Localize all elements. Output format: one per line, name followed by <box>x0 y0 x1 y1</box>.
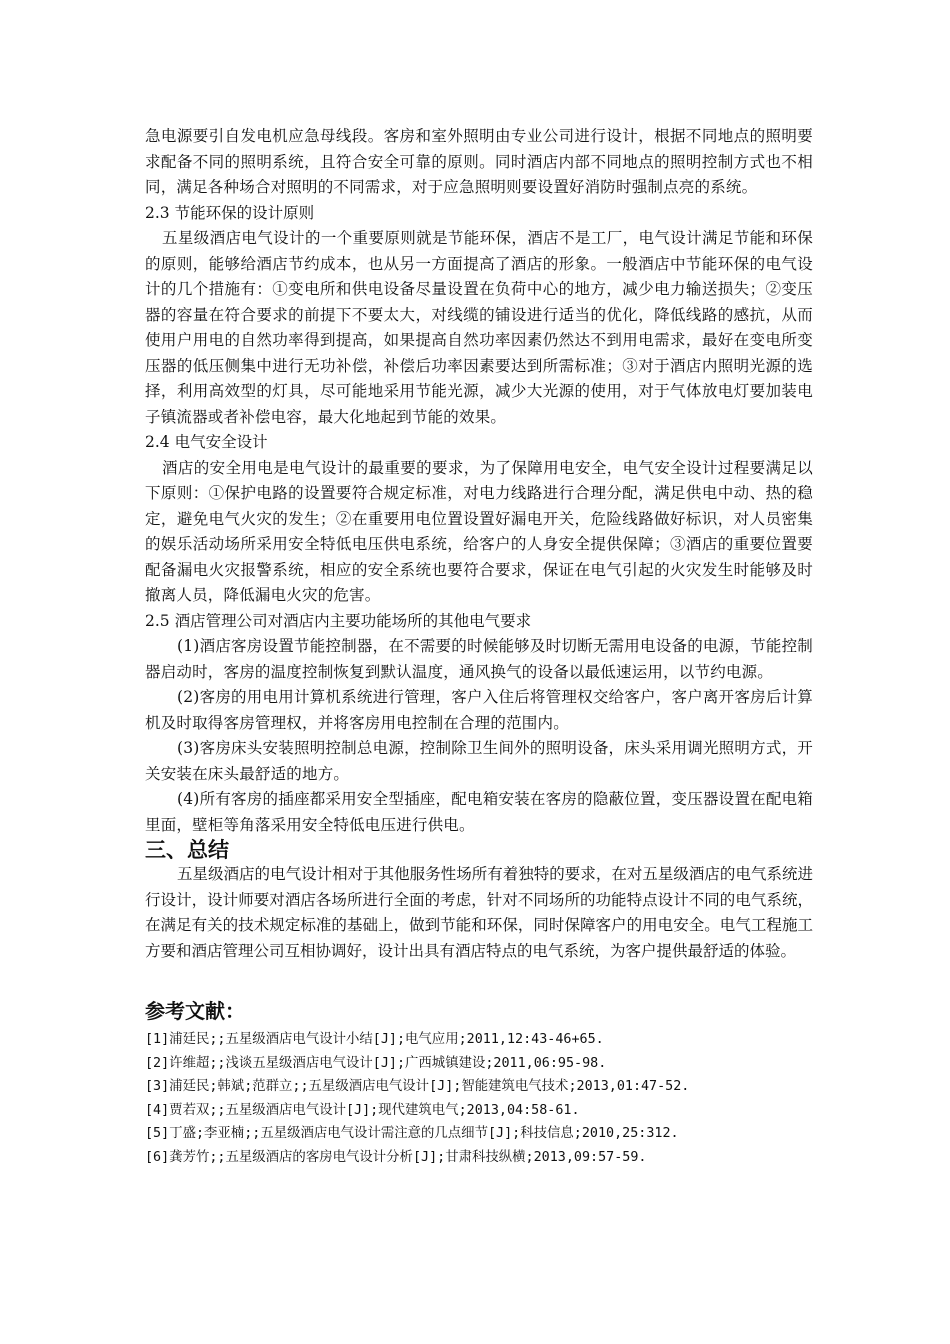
references-list <box>145 1028 813 1169</box>
section-2-5-heading: 2.5 酒店管理公司对酒店内主要功能场所的其他电气要求 <box>145 611 532 630</box>
requirement-item-3: (3)客房床头安装照明控制总电源，控制除卫生间外的照明设备，床头采用调光照明方式，开关安装在床头最舒适的地方。 <box>145 739 813 783</box>
section-2-3-heading: 2.3 节能环保的设计原则 <box>145 203 315 222</box>
references-title: 参考文献： <box>145 999 245 1023</box>
section-2-3-body: 五星级酒店电气设计的一个重要原则就是节能环保，酒店不是工厂，电气设计满足节能和环保的原则，能够给酒店节约成本，也从另一方面提高了酒店的形象。一般酒店中节能环保的电气设计的几个措施有：①变电所和供电设备尽量设置在负荷中心的地方，减少电力输送损失；②变压器的容量在符合要求的前提下不要太大，对线缆的铺设进行适当的优化，降低线路的感抗，从而使用户用电的自然功率得到提高，如果提高自然功率因素仍然达不到用电需求，最好在变电所变压器的低压侧集中进行无功补偿，补偿后功率因素要达到所需标准；③对于酒店内照明光源的选择，利用高效型的灯具，尽可能地采用节能光源，减少大光源的使用，对于气体放电灯要加装电子镇流器或者补偿电容，最大化地起到节能的效果。 <box>145 229 813 426</box>
requirement-item-4: (4)所有客房的插座都采用安全型插座，配电箱安装在客房的隐蔽位置，变压器设置在配电箱里面，壁柜等角落采用安全特低电压进行供电。 <box>145 790 813 834</box>
reference-item: [6]龚芳竹;;五星级酒店的客房电气设计分析[J];甘肃科技纵横;2013,09:57-59. <box>145 1149 647 1165</box>
section-2-4-body: 酒店的安全用电是电气设计的最重要的要求，为了保障用电安全，电气安全设计过程要满足以下原则：①保护电路的设置要符合规定标准，对电力线路进行合理分配，满足供电中动、热的稳定，避免电气火灾的发生；②在重要用电位置设置好漏电开关，危险线路做好标识，对人员密集的娱乐活动场所采用安全特低电压供电系统，给客户的人身安全提供保障；③酒店的重要位置要配备漏电火灾报警系统，相应的安全系统也要符合要求，保证在电气引起的火灾发生时能够及时撤离人员，降低漏电火灾的危害。 <box>145 458 813 604</box>
reference-item: [5]丁盛;李亚楠;;五星级酒店电气设计需注意的几点细节[J];科技信息;2010,25:312. <box>145 1126 679 1141</box>
summary-heading: 三、总结 <box>145 838 229 862</box>
reference-item: [4]贾若双;;五星级酒店电气设计[J];现代建筑电气;2013,04:58-61. <box>145 1102 580 1118</box>
summary-body: 五星级酒店的电气设计相对于其他服务性场所有着独特的要求，在对五星级酒店的电气系统进行设计，设计师要对酒店各场所进行全面的考虑，针对不同场所的功能特点设计不同的电气系统，在满足有关的技术规定标准的基础上，做到节能和环保，同时保障客户的用电安全。电气工程施工方要和酒店管理公司互相协调好，设计出具有酒店特点的电气系统，为客户提供最舒适的体验。 <box>145 865 813 960</box>
requirement-item-1: (1)酒店客房设置节能控制器，在不需要的时候能够及时切断无需用电设备的电源，节能控制器启动时，客房的温度控制恢复到默认温度，通风换气的设备以最低速运用，以节约电源。 <box>145 637 813 681</box>
reference-item: [2]许维超;;浅谈五星级酒店电气设计[J];广西城镇建设;2011,06:95-98. <box>145 1055 607 1071</box>
intro-paragraph: 急电源要引自发电机应急母线段。客房和室外照明由专业公司进行设计，根据不同地点的照明要求配备不同的照明系统，且符合安全可靠的原则。同时酒店内部不同地点的照明控制方式也不相同，满足各种场合对照明的不同需求，对于应急照明则要设置好消防时强制点亮的系统。 <box>145 127 813 196</box>
section-2-4-heading: 2.4 电气安全设计 <box>145 433 268 451</box>
requirement-item-2: (2)客房的用电用计算机系统进行管理，客户入住后将管理权交给客户，客户离开客房后计算机及时取得客房管理权，并将客房用电控制在合理的范围内。 <box>145 688 813 732</box>
reference-item: [1]浦廷民;;五星级酒店电气设计小结[J];电气应用;2011,12:43-46+65. <box>145 1032 604 1047</box>
reference-item: [3]浦廷民;韩斌;范群立;;五星级酒店电气设计[J];智能建筑电气技术;2013,01:47-52. <box>145 1079 690 1094</box>
document-page <box>145 124 813 1169</box>
